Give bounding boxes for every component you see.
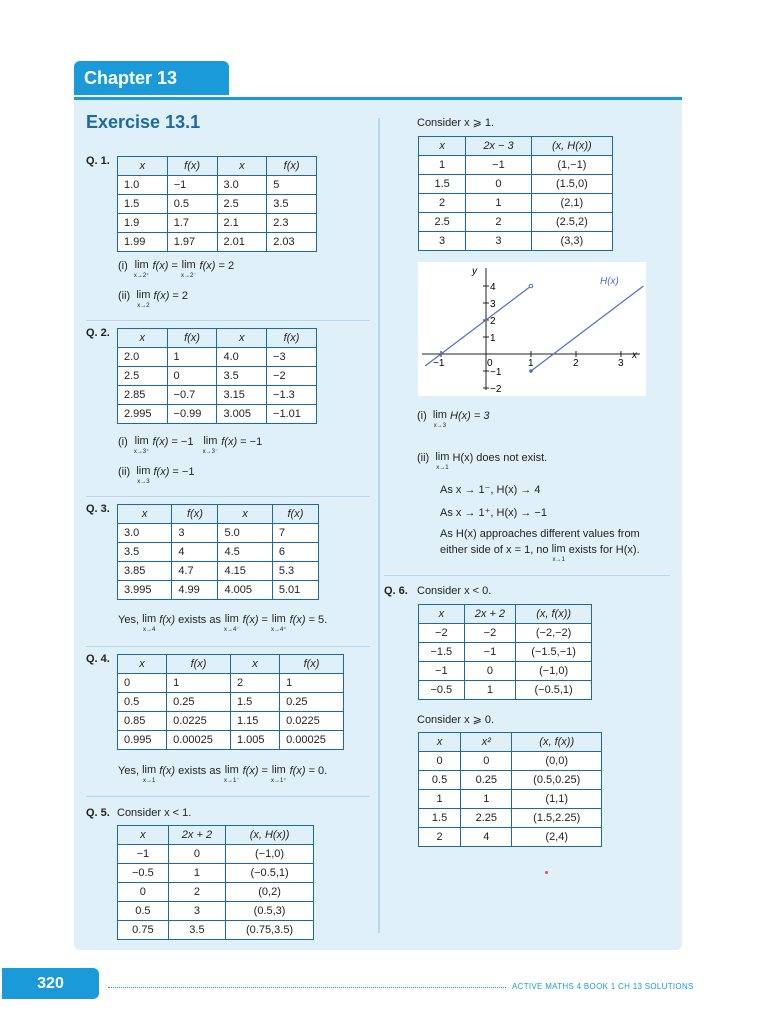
table-cell: 1.15 (230, 712, 279, 731)
q5-consider-2: Consider x ⩾ 1. (417, 117, 495, 129)
table-row (118, 176, 317, 195)
table-cell: 4.15 (218, 562, 272, 581)
table-cell: 0 (419, 752, 461, 771)
table-cell: 3 (419, 232, 466, 251)
table-row (118, 581, 319, 600)
table-cell: 0.5 (167, 195, 217, 214)
table-cell: 3.5 (217, 367, 267, 386)
table-cell: 0.85 (118, 712, 167, 731)
table-cell: (1,−1) (531, 156, 612, 175)
q1-table (117, 156, 317, 252)
limit: lim x→2 (136, 289, 151, 309)
column-header: f(x) (267, 329, 317, 348)
table-cell: 1 (419, 156, 466, 175)
table-cell: 2.5 (118, 367, 168, 386)
table-cell: 2 (230, 674, 279, 693)
h-branch-right (531, 286, 644, 371)
exercise-title: Exercise 13.1 (86, 112, 201, 132)
table-row (419, 232, 613, 251)
table-row (419, 771, 602, 790)
table-cell: (0,2) (226, 883, 314, 902)
table-cell: 1.9 (118, 214, 168, 233)
table-row (419, 790, 602, 809)
table-row (118, 348, 317, 367)
table-cell: 1 (168, 864, 225, 883)
table-cell: (0.5,0.25) (512, 771, 602, 790)
q5-line2: As x → 1⁺, H(x) → −1 (440, 507, 547, 519)
table-row (419, 681, 592, 700)
table-cell: 5.3 (272, 562, 318, 581)
q2-label: Q. 2. (86, 327, 110, 339)
closed-point (529, 369, 533, 373)
table-cell: 0.5 (118, 902, 169, 921)
table-cell: 1.97 (167, 233, 217, 252)
table-cell: 0.00025 (167, 731, 231, 750)
table-row (118, 902, 314, 921)
table-cell: (0.5,3) (226, 902, 314, 921)
q3-table (117, 504, 319, 600)
table-cell: 3.995 (118, 581, 172, 600)
column-header: 2x − 3 (466, 137, 532, 156)
table-cell: 3.0 (118, 524, 172, 543)
table-cell: 2 (419, 828, 461, 847)
h-graph (418, 262, 646, 396)
divider (86, 796, 370, 797)
table-cell: (1.5,0) (531, 175, 612, 194)
table-cell: 1.99 (118, 233, 168, 252)
table-row (118, 883, 314, 902)
table-cell: (2,4) (512, 828, 602, 847)
x-tick-label: −1 (433, 358, 445, 369)
stray-mark (545, 871, 548, 874)
column-header: f(x) (280, 655, 344, 674)
x-axis-label: x (632, 350, 637, 361)
y-tick-label: 2 (490, 316, 496, 327)
table-cell: 1 (167, 674, 231, 693)
table-cell: (−2,−2) (516, 624, 592, 643)
q5-line3: As H(x) approaches different values from (440, 528, 640, 540)
table-row (419, 624, 592, 643)
table-cell: 1 (167, 348, 217, 367)
table-row (118, 845, 314, 864)
table-cell: (−1,0) (226, 845, 314, 864)
table-row (118, 195, 317, 214)
q4-table (117, 654, 344, 750)
table-cell: 1 (461, 790, 512, 809)
table-cell: 0.5 (419, 771, 461, 790)
table-cell: (2,1) (531, 194, 612, 213)
open-point (529, 284, 533, 288)
table-cell: (2.5,2) (531, 213, 612, 232)
table-row (118, 674, 344, 693)
column-header: f(x) (167, 329, 217, 348)
table-cell: 4.5 (218, 543, 272, 562)
table-cell: −0.5 (419, 681, 465, 700)
q1-part-ii: (ii) lim x→2 f(x) = 2 (118, 290, 188, 312)
table-cell: 4.99 (172, 581, 218, 600)
table-cell: 1 (419, 790, 461, 809)
table-cell: −0.5 (118, 864, 169, 883)
q5-table-1 (117, 825, 314, 940)
column-header: (x, f(x)) (512, 733, 602, 752)
q1-label: Q. 1. (86, 155, 110, 167)
table-cell: 2.3 (267, 214, 317, 233)
table-row (118, 214, 317, 233)
q2-part-i: (i) lim x→3⁺ f(x) = −1 lim x→3⁻ f(x) = −1 (118, 435, 263, 455)
table-cell: 2.85 (118, 386, 168, 405)
column-header: x (419, 605, 465, 624)
table-cell: 1.5 (419, 809, 461, 828)
column-header: f(x) (272, 505, 318, 524)
table-row (419, 175, 613, 194)
x-tick-label: 0 (487, 358, 493, 369)
table-row (419, 643, 592, 662)
table-cell: 0 (461, 752, 512, 771)
table-row (118, 731, 344, 750)
table-row (118, 693, 344, 712)
table-cell: (−1,0) (516, 662, 592, 681)
table-cell: 4 (461, 828, 512, 847)
q2-part-ii: (ii) lim x→3 f(x) = −1 (118, 465, 195, 485)
column-header: x (118, 505, 172, 524)
q6-label: Q. 6. (384, 585, 408, 597)
table-cell: 2.0 (118, 348, 168, 367)
table-cell: −3 (267, 348, 317, 367)
table-row (419, 213, 613, 232)
table-row (419, 662, 592, 681)
column-header: x (217, 157, 267, 176)
page-number: 320 (2, 968, 99, 999)
table-cell: 2 (168, 883, 225, 902)
limit: lim x→2⁺ (133, 259, 150, 279)
table-cell: 3.005 (217, 405, 267, 424)
y-tick-label: −2 (490, 384, 502, 395)
column-header: 2x + 2 (168, 826, 225, 845)
y-tick-label: 3 (490, 299, 496, 310)
table-row (419, 828, 602, 847)
footer-rule (108, 987, 506, 988)
table-cell: 0.00025 (280, 731, 344, 750)
table-row (118, 367, 317, 386)
table-cell: −1 (419, 662, 465, 681)
column-header: f(x) (167, 655, 231, 674)
table-cell: 0 (118, 883, 169, 902)
column-header: x (118, 329, 168, 348)
q5-line1: As x → 1⁻, H(x) → 4 (440, 484, 541, 496)
column-header: (x, H(x)) (531, 137, 612, 156)
table-cell: 1.5 (419, 175, 466, 194)
q6-table-1 (418, 604, 592, 700)
table-row (118, 233, 317, 252)
table-cell: 2.01 (217, 233, 267, 252)
column-header: x (118, 826, 169, 845)
column-header: x (118, 655, 167, 674)
table-cell: 2 (419, 194, 466, 213)
table-cell: −1 (466, 156, 532, 175)
table-cell: 1.0 (118, 176, 168, 195)
column-header: 2x + 2 (464, 605, 516, 624)
table-row (419, 156, 613, 175)
table-cell: (−0.5,1) (226, 864, 314, 883)
q6-table-2 (418, 732, 602, 847)
table-cell: 3 (466, 232, 532, 251)
table-cell: −1.3 (267, 386, 317, 405)
column-header: f(x) (172, 505, 218, 524)
table-row (419, 809, 602, 828)
table-cell: 0.75 (118, 921, 169, 940)
table-cell: −1 (464, 643, 516, 662)
q5-consider-1: Consider x < 1. (117, 807, 192, 819)
table-cell: 3 (168, 902, 225, 921)
footer-title: ACTIVE MATHS 4 BOOK 1 CH 13 SOLUTIONS (512, 982, 694, 991)
table-cell: 3.5 (118, 543, 172, 562)
table-cell: 3.85 (118, 562, 172, 581)
table-cell: 0 (464, 662, 516, 681)
table-cell: 1.5 (118, 195, 168, 214)
q4-label: Q. 4. (86, 653, 110, 665)
table-cell: 1.7 (167, 214, 217, 233)
table-cell: 4.0 (217, 348, 267, 367)
table-cell: (−1.5,−1) (516, 643, 592, 662)
table-cell: 0.25 (461, 771, 512, 790)
table-cell: (0.75,3.5) (226, 921, 314, 940)
q3-label: Q. 3. (86, 503, 110, 515)
q2-table (117, 328, 317, 424)
divider (86, 320, 370, 321)
x-tick-label: 2 (573, 358, 579, 369)
table-cell: (1.5,2.25) (512, 809, 602, 828)
q5-part-i: (i) lim x→3 H(x) = 3 (417, 409, 490, 429)
q5-label: Q. 5. (86, 807, 110, 819)
x-tick-label: 1 (528, 358, 534, 369)
q6-consider-1: Consider x < 0. (417, 585, 492, 597)
column-header: x² (461, 733, 512, 752)
y-tick-label: 1 (490, 333, 496, 344)
table-cell: (3,3) (531, 232, 612, 251)
x-tick-label: 3 (618, 358, 624, 369)
table-cell: 1.5 (230, 693, 279, 712)
table-cell: 7 (272, 524, 318, 543)
table-cell: −2 (267, 367, 317, 386)
table-cell: −1.01 (267, 405, 317, 424)
table-cell: 1.005 (230, 731, 279, 750)
table-row (118, 543, 319, 562)
q6-consider-2: Consider x ⩾ 0. (417, 714, 495, 726)
table-cell: 3.5 (168, 921, 225, 940)
table-row (118, 524, 319, 543)
table-cell: 2.03 (267, 233, 317, 252)
table-cell: −2 (419, 624, 465, 643)
divider (86, 496, 370, 497)
table-cell: 3 (172, 524, 218, 543)
table-cell: 1 (466, 194, 532, 213)
table-row (118, 921, 314, 940)
table-cell: 2.5 (419, 213, 466, 232)
column-header: x (419, 733, 461, 752)
table-cell: −0.7 (167, 386, 217, 405)
q3-conclusion: Yes, lim x→4 f(x) exists as lim x→4⁻ f(x) = lim x→4⁺ f(x) = 5. (118, 613, 328, 633)
table-cell: 0 (168, 845, 225, 864)
table-row (419, 194, 613, 213)
table-cell: 1 (464, 681, 516, 700)
divider (86, 646, 370, 647)
table-cell: 0.0225 (280, 712, 344, 731)
table-cell: 0.5 (118, 693, 167, 712)
table-cell: 5 (267, 176, 317, 195)
y-axis-label: y (472, 266, 477, 277)
table-row (118, 864, 314, 883)
table-cell: 0 (167, 367, 217, 386)
q5-table-2 (418, 136, 613, 251)
y-tick-label: −1 (490, 367, 502, 378)
table-cell: 3.5 (267, 195, 317, 214)
y-tick-label: 4 (490, 282, 496, 293)
table-cell: −0.99 (167, 405, 217, 424)
table-cell: 6 (272, 543, 318, 562)
column-header: f(x) (167, 157, 217, 176)
q5-line4: either side of x = 1, no lim x→1 exists for H(x). (440, 543, 640, 563)
table-cell: 2.25 (461, 809, 512, 828)
divider (384, 575, 670, 576)
table-cell: (1,1) (512, 790, 602, 809)
table-cell: 4.7 (172, 562, 218, 581)
table-row (118, 712, 344, 731)
series-label: H(x) (600, 276, 619, 287)
column-header: x (217, 329, 267, 348)
limit: lim x→2⁻ (180, 259, 197, 279)
part-label: (i) (118, 260, 128, 272)
q5-part-ii: (ii) lim x→1 H(x) does not exist. (417, 451, 548, 471)
column-header: x (419, 137, 466, 156)
column-header: x (118, 157, 168, 176)
table-cell: 4.005 (218, 581, 272, 600)
table-cell: 3.15 (217, 386, 267, 405)
table-cell: −1.5 (419, 643, 465, 662)
table-row (118, 386, 317, 405)
table-cell: 2.995 (118, 405, 168, 424)
table-cell: 1 (280, 674, 344, 693)
table-cell: 2.5 (217, 195, 267, 214)
table-cell: 0.25 (280, 693, 344, 712)
table-cell: 2 (466, 213, 532, 232)
column-header: x (218, 505, 272, 524)
table-cell: 5.01 (272, 581, 318, 600)
q1-part-i: (i) lim x→2⁺ f(x) = lim x→2⁻ f(x) = 2 (118, 260, 234, 282)
table-cell: 5.0 (218, 524, 272, 543)
table-cell: −1 (118, 845, 169, 864)
table-cell: 0.0225 (167, 712, 231, 731)
table-cell: 0 (466, 175, 532, 194)
column-divider (378, 118, 380, 933)
table-cell: −1 (167, 176, 217, 195)
table-row (419, 752, 602, 771)
table-cell: 0.995 (118, 731, 167, 750)
chapter-tab: Chapter 13 (74, 61, 229, 95)
table-cell: (0,0) (512, 752, 602, 771)
table-cell: 4 (172, 543, 218, 562)
q4-conclusion: Yes, lim x→1 f(x) exists as lim x→1⁻ f(x) = lim x→1⁺ f(x) = 0. (118, 764, 328, 784)
table-cell: (−0.5,1) (516, 681, 592, 700)
column-header: f(x) (267, 157, 317, 176)
table-cell: 0.25 (167, 693, 231, 712)
table-row (118, 405, 317, 424)
table-cell: 3.0 (217, 176, 267, 195)
column-header: (x, H(x)) (226, 826, 314, 845)
table-cell: −2 (464, 624, 516, 643)
column-header: x (230, 655, 279, 674)
table-row (118, 562, 319, 581)
table-cell: 0 (118, 674, 167, 693)
table-cell: 2.1 (217, 214, 267, 233)
column-header: (x, f(x)) (516, 605, 592, 624)
